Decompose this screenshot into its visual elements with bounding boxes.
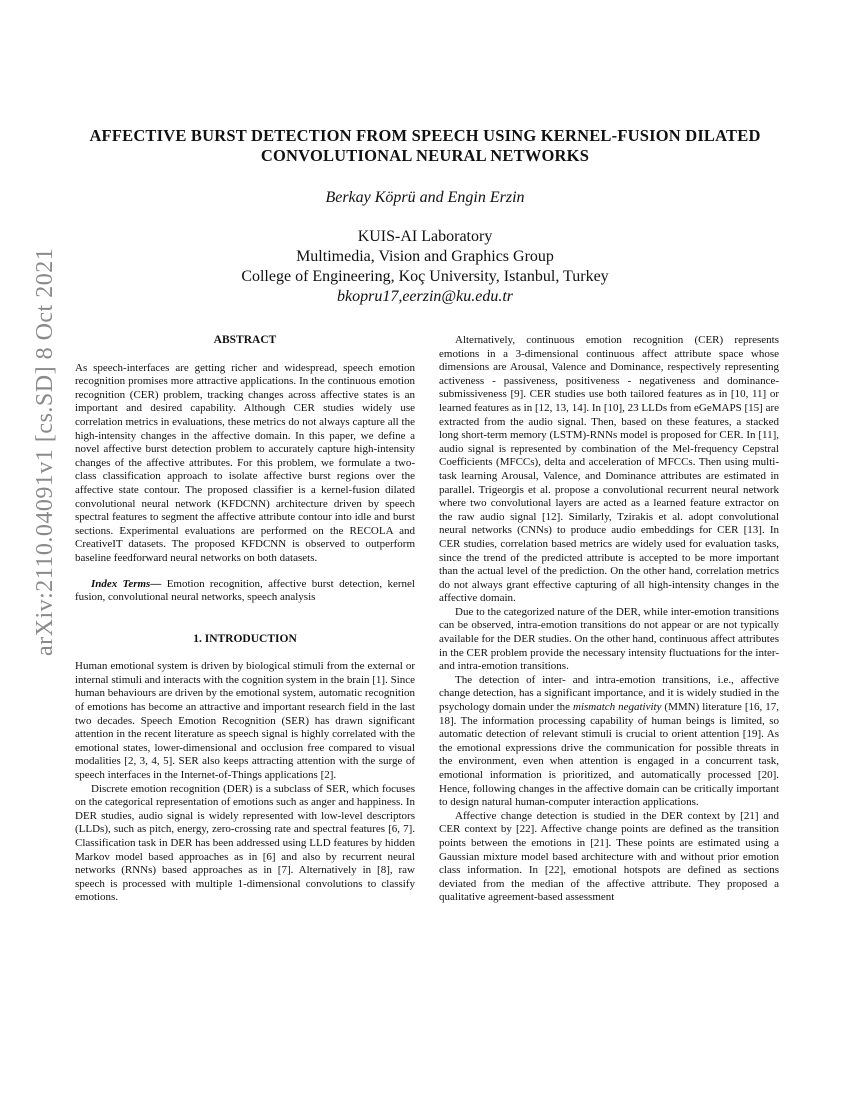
author-email[interactable]: bkopru17,eerzin@ku.edu.tr <box>336 288 514 305</box>
title-line-1: AFFECTIVE BURST DETECTION FROM SPEECH USING KERNEL-FUSION DILATED <box>89 126 761 145</box>
affiliation <box>60 227 790 307</box>
abstract-text: As speech-interfaces are getting richer and widespread, speech emotion recognition promises more attractive applications. In the continuous emotion recognition (CER) problem, tracking changes across affective states is an important and desired capability. Although CER studies widely use correlation metrics in evaluations, these metrics do not always capture all the high-intensity changes in the affective domain. In this paper, we define a novel affective burst detection problem to accurately capture high-intensity changes of the affective attributes. For this problem, we formulate a two-class classification approach to isolate affective burst regions over the affective state contour. The proposed classifier is a kernel-fusion dilated convolutional neural network (KFDCNN) architecture driven by speech spectral features to segment the affective attribute contour into idle and burst sections. Experimental evaluations are performed on the RECOLA and CreativeIT datasets. The proposed KFDCNN is observed to outperform baseline feedforward neural networks on both datasets. <box>75 361 415 564</box>
right-paragraph-4: Affective change detection is studied in the DER context by [21] and CER context by [22]. Affective change points are defined as the transition points between the emotions in [21]. These points are estimated using a Gaussian mixture model based architecture with and without prior emotion class information. In [22], emotional hotspots are defined as sections deviated from the median of the affective attribute. They proposed a qualitative agreement-based assessment <box>439 809 779 904</box>
mismatch-negativity-term: mismatch negativity <box>573 701 662 714</box>
intro-paragraph-1: Human emotional system is driven by biological stimuli from the external or internal stimuli and interacts with the cognition system in the brain [1]. Since human behaviours are driven by the emotional system, automatic recognition of emotions has become an attractive and important research field in the last two decades. Speech Emotion Recognition (SER) has drawn significant attention in the recent literature as speech signal is highly correlated with the emotional states, lower-dimensional and occlusion free compared to visual modalities [2, 3, 4, 5]. SER also keeps attracting attention with the surge of speech interfaces in the Internet-of-Things applications [2]. <box>75 660 416 782</box>
arxiv-identifier[interactable]: arXiv:2110.04091v1 [cs.SD] 8 Oct 2021 <box>32 247 58 656</box>
title-block <box>60 126 790 307</box>
index-terms-text: Emotion recognition, affective burst detection, kernel fusion, convolutional neural networks, speech analysis <box>75 577 415 604</box>
index-terms-label: Index Terms— <box>91 577 162 590</box>
paper-title <box>60 126 790 166</box>
right-column <box>439 334 779 905</box>
right-paragraph-1: Alternatively, continuous emotion recognition (CER) represents emotions in a 3-dimensional continuous affect attribute space whose dimensions are Arousal, Valence and Dominance, respectively representing activeness - passiveness, positiveness - negativeness and dominance-submissiveness [9]. CER studies use both tailored features as in [10, 11] or learned features as in [12, 13, 14]. In [10], 23 LLDs from eGeMAPS [15] are extracted from the audio signal. Then, based on these features, a stacked long short-term memory (LSTM)-RNNs model is proposed for CER. In [11], audio signal is represented by combination of the Mel-frequency Cepstral Coefficients (MFCCs), delta and acceleration of MFCCs. Then using multi-task learning Arousal, Valence, and Dominance attributes are estimated in parallel. Trigeorgis et al. propose a convolutional recurrent neural network where two convolutional layers are acted as a learned feature extractor on the raw audio signal [12]. Similarly, Tzirakis et al. adopt convolutional neural networks (CNNs) to produce audio embeddings for CER [13]. In CER studies, correlation based metrics are widely used for evaluation tasks, since the trend of the predicted attribute is accepted to be more important than the actual level of the prediction. On the other hand, correlation metrics do not always grant effective capturing of all high-intensity changes in the affective domain. <box>439 334 779 605</box>
affiliation-college: College of Engineering, Koç University, Istanbul, Turkey <box>241 268 609 285</box>
right-paragraph-3-end: (MMN) literature [16, 17, 18]. The information processing capability of human beings is limited, so automatic detection of relevant stimuli is crucial to orient attention [19]. As the emotional expressions drive the communication for possible threats in the environment, even when attention is engaged in a concurrent task, emotional information is prioritized, and automatically processed [20]. Hence, following changes in the affective domain can be critically important to design natural human-computer interaction applications. <box>439 701 779 809</box>
title-line-2: CONVOLUTIONAL NEURAL NETWORKS <box>260 146 590 165</box>
affiliation-group: Multimedia, Vision and Graphics Group <box>296 248 554 265</box>
introduction-heading: 1. INTRODUCTION <box>193 632 297 645</box>
index-terms <box>75 578 415 605</box>
abstract-heading: ABSTRACT <box>213 334 277 346</box>
right-paragraph-3 <box>439 674 779 810</box>
affiliation-lab: KUIS-AI Laboratory <box>357 228 493 245</box>
right-paragraph-3-start: The detection of inter- and intra-emotion transitions, i.e., affective change detection, has a significant importance, and it is widely studied in the psychology domain under the <box>439 673 779 714</box>
intro-paragraph-2: Discrete emotion recognition (DER) is a subclass of SER, which focuses on the categorical representation of emotions such as anger and happiness. In DER studies, audio signal is widely represented with low-level descriptors (LLDs), such as pitch, energy, zero-crossing rate and spectral features [6, 7]. Classification task in DER has been addressed using LLD features by hidden Markov model based approaches as in [6] and also by recurrent neural networks (RNNs) based approaches as in [7]. Alternatively in [8], raw speech is processed with multiple 1-dimensional convolutions to classify emotions. <box>75 782 415 904</box>
right-paragraph-2: Due to the categorized nature of the DER, while inter-emotion transitions can be observed, intra-emotion transitions do not appear or are not typically available for the DER studies. On the other hand, continuous affect attributes in the CER problem provide the necessary intensity fluctuations for the inter- and intra-emotion transitions. <box>439 605 779 673</box>
authors: Berkay Köprü and Engin Erzin <box>325 189 525 206</box>
left-column <box>75 334 415 905</box>
